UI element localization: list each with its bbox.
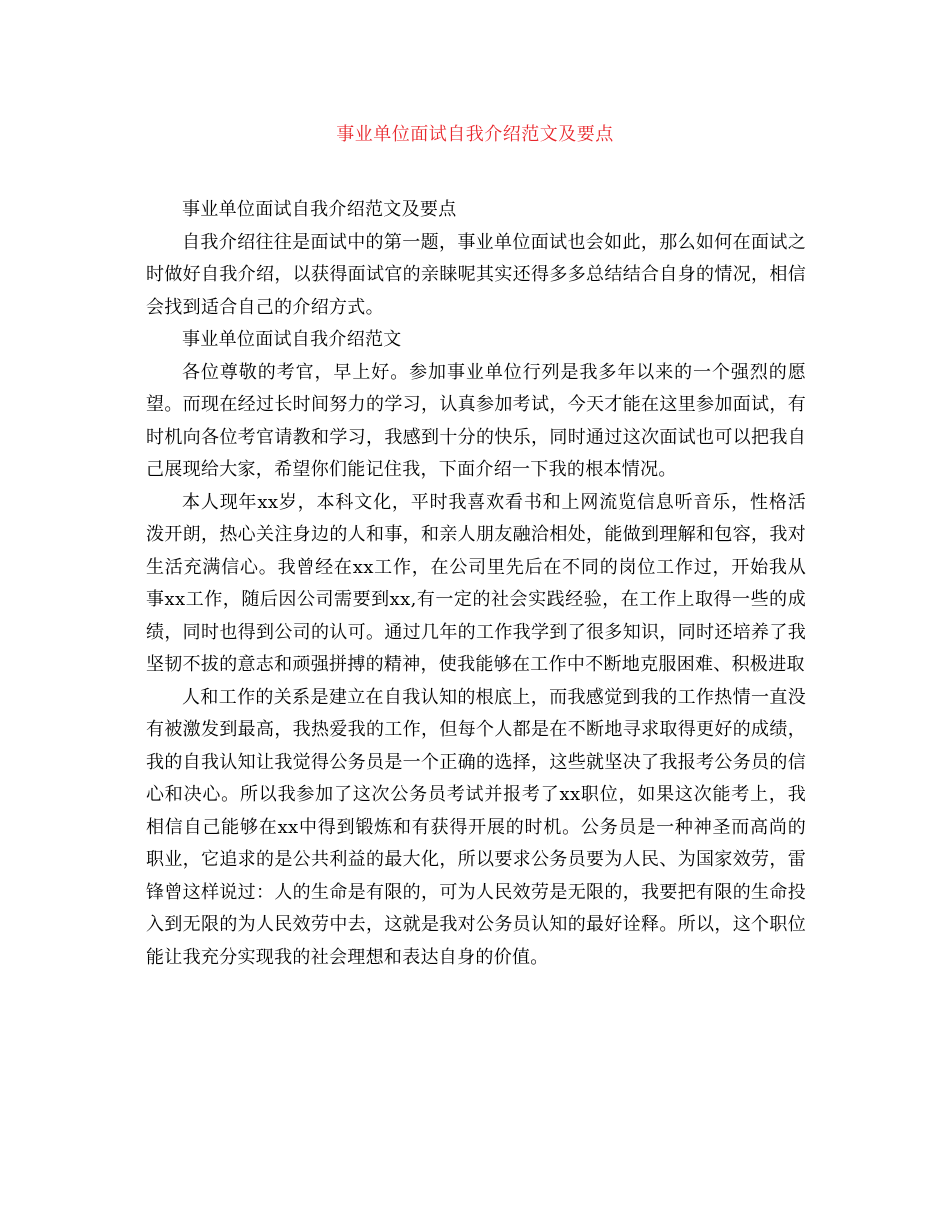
document-title: 事业单位面试自我介绍范文及要点 [336,124,614,145]
paragraph-greeting: 各位尊敬的考官，早上好。参加事业单位行列是我多年以来的一个强烈的愿望。而现在经过长时间努力的学习，认真参加考试，今天才能在这里参加面试，有时机向各位考官请教和学习，我感到十分的快乐，同时通过这次面试也可以把我自己展现给大家，希望你们能记住我，下面介绍一下我的根本情况。 [146,361,806,480]
paragraph-section-heading: 事业单位面试自我介绍范文 [182,329,402,350]
paragraph-intro: 自我介绍往往是面试中的第一题，事业单位面试也会如此，那么如何在面试之时做好自我介绍，以获得面试官的亲睐呢其实还得多多总结结合自身的情况，相信会找到适合自己的介绍方式。 [146,231,806,318]
paragraph-background: 本人现年xx岁，本科文化，平时我喜欢看书和上网流览信息听音乐，性格活泼开朗，热心关注身边的人和事，和亲人朋友融洽相处，能做到理解和包容，我对生活充满信心。我曾经在xx工作，在公司里先后在不同的岗位工作过，开始我从事xx工作，随后因公司需要到xx,有一定的社会实践经验，在工作上取得一些的成绩，同时也得到公司的认可。通过几年的工作我学到了很多知识，同时还培养了我坚韧不拔的意志和顽强拼搏的精神，使我能够在工作中不断地克服困难、积极进取 [146,491,806,675]
paragraph-subtitle: 事业单位面试自我介绍范文及要点 [182,199,457,220]
paragraph-motivation: 人和工作的关系是建立在自我认知的根底上，而我感觉到我的工作热情一直没有被激发到最高，我热爱我的工作，但每个人都是在不断地寻求取得更好的成绩，我的自我认知让我觉得公务员是一个正确的选择，这些就坚决了我报考公务员的信心和决心。所以我参加了这次公务员考试并报考了xx职位，如果这次能考上，我相信自己能够在xx中得到锻炼和有获得开展的时机。公务员是一种神圣而高尚的职业，它追求的是公共利益的最大化，所以要求公务员要为人民、为国家效劳，雷锋曾这样说过：人的生命是有限的，可为人民效劳是无限的，我要把有限的生命投入到无限的为人民效劳中去，这就是我对公务员认知的最好诠释。所以，这个职位能让我充分实现我的社会理想和表达自身的价值。 [146,686,806,968]
document-body [146,194,806,974]
